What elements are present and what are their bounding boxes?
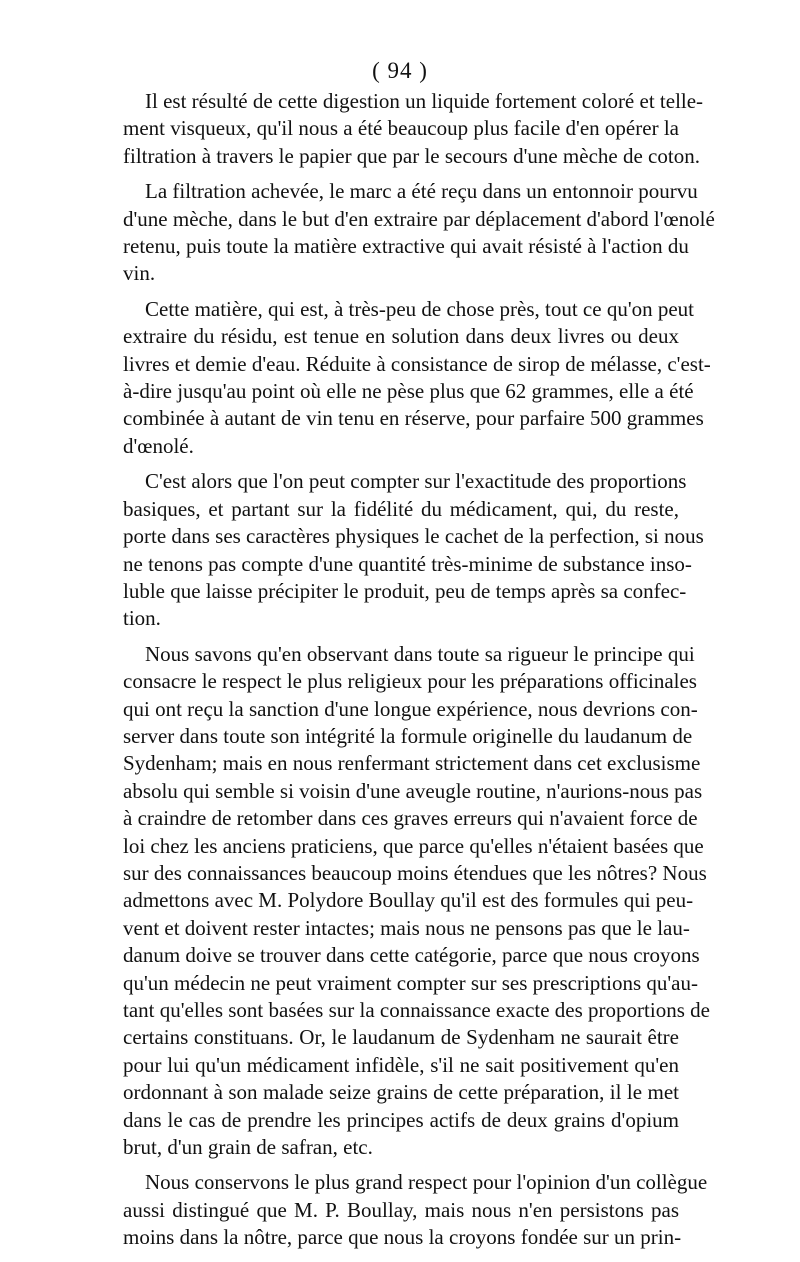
text-line: vent et doivent rester intactes; mais nous ne pensons pas que le lau- bbox=[123, 915, 690, 940]
text-line: Il est résulté de cette digestion un liquide fortement coloré et telle- bbox=[145, 89, 704, 113]
text-line: vin. bbox=[123, 261, 156, 286]
text-line: pour lui qu'un médicament infidèle, s'il ne sait positivement qu'en bbox=[123, 1052, 679, 1077]
text-line: admettons avec M. Polydore Boullay qu'il est des formules qui peu- bbox=[123, 888, 694, 913]
text-line: livres et demie d'eau. Réduite à consistance de sirop de mélasse, c'est- bbox=[123, 351, 711, 376]
text-line: combinée à autant de vin tenu en réserve, pour parfaire 500 grammes bbox=[123, 406, 704, 431]
text-line: ment visqueux, qu'il nous a été beaucoup plus facile d'en opérer la bbox=[123, 116, 679, 141]
text-line: tion. bbox=[123, 606, 161, 631]
text-line: sur des connaissances beaucoup moins étendues que les nôtres? Nous bbox=[123, 860, 707, 885]
text-line: absolu qui semble si voisin d'une aveugle routine, n'aurions-nous pas bbox=[123, 778, 703, 803]
text-line: qui ont reçu la sanction d'une longue expérience, nous devrions con- bbox=[123, 696, 698, 721]
text-line: server dans toute son intégrité la formule originelle du laudanum de bbox=[123, 723, 693, 748]
paragraph bbox=[123, 296, 711, 460]
paragraph bbox=[123, 178, 715, 288]
paragraph bbox=[123, 641, 710, 1162]
text-line: certains constituans. Or, le laudanum de Sydenham ne saurait être bbox=[123, 1025, 679, 1050]
text-line: dans le cas de prendre les principes actifs de deux grains d'opium bbox=[123, 1107, 679, 1132]
text-line: filtration à travers le papier que par le secours d'une mèche de coton. bbox=[123, 143, 700, 168]
text-line: extraire du résidu, est tenue en solution dans deux livres ou deux bbox=[123, 324, 679, 349]
text-line: danum doive se trouver dans cette catégorie, parce que nous croyons bbox=[123, 943, 700, 968]
text-line: loi chez les anciens praticiens, que parce qu'elles n'étaient basées que bbox=[123, 833, 704, 858]
paragraph bbox=[123, 1169, 708, 1251]
text-line: Sydenham; mais en nous renfermant strictement dans cet exclusisme bbox=[123, 751, 701, 776]
text-line: d'une mèche, dans le but d'en extraire par déplacement d'abord l'œnolé bbox=[123, 206, 715, 231]
body-text bbox=[123, 88, 715, 1252]
text-line: Nous conservons le plus grand respect pour l'opinion d'un collègue bbox=[145, 1170, 708, 1195]
text-line: à craindre de retomber dans ces graves erreurs qui n'avaient force de bbox=[123, 806, 698, 831]
text-line: qu'un médecin ne peut vraiment compter sur ses prescriptions qu'au- bbox=[123, 970, 698, 995]
text-line: Nous savons qu'en observant dans toute sa rigueur le principe qui bbox=[145, 641, 695, 666]
text-line: ordonnant à son malade seize grains de cette préparation, il le met bbox=[123, 1080, 679, 1105]
text-line: La filtration achevée, le marc a été reçu dans un entonnoir pourvu bbox=[145, 179, 698, 204]
text-line: d'œnolé. bbox=[123, 433, 194, 458]
paragraph bbox=[123, 468, 704, 632]
text-line: tant qu'elles sont basées sur la connaissance exacte des proportions de bbox=[123, 998, 710, 1022]
text-line: brut, d'un grain de safran, etc. bbox=[123, 1135, 373, 1160]
text-line: aussi distingué que M. P. Boullay, mais nous n'en persistons pas bbox=[123, 1197, 679, 1222]
text-line: C'est alors que l'on peut compter sur l'exactitude des proportions bbox=[145, 469, 687, 494]
page-number: ( 94 ) bbox=[372, 58, 428, 83]
paragraph bbox=[123, 88, 704, 170]
text-line: Cette matière, qui est, à très-peu de chose près, tout ce qu'on peut bbox=[145, 296, 695, 321]
text-line: luble que laisse précipiter le produit, peu de temps après sa confec- bbox=[123, 578, 687, 603]
text-line: à-dire jusqu'au point où elle ne pèse plus que 62 grammes, elle a été bbox=[123, 379, 694, 404]
text-line: retenu, puis toute la matière extractive qui avait résisté à l'action du bbox=[123, 234, 689, 259]
text-line: consacre le respect le plus religieux pour les préparations officinales bbox=[123, 669, 697, 694]
text-line: ne tenons pas compte d'une quantité très-minime de substance inso- bbox=[123, 551, 692, 576]
text-line: moins dans la nôtre, parce que nous la croyons fondée sur un prin- bbox=[123, 1225, 682, 1250]
text-line: porte dans ses caractères physiques le cachet de la perfection, si nous bbox=[123, 524, 704, 549]
text-line: basiques, et partant sur la fidélité du médicament, qui, du reste, bbox=[123, 496, 679, 521]
